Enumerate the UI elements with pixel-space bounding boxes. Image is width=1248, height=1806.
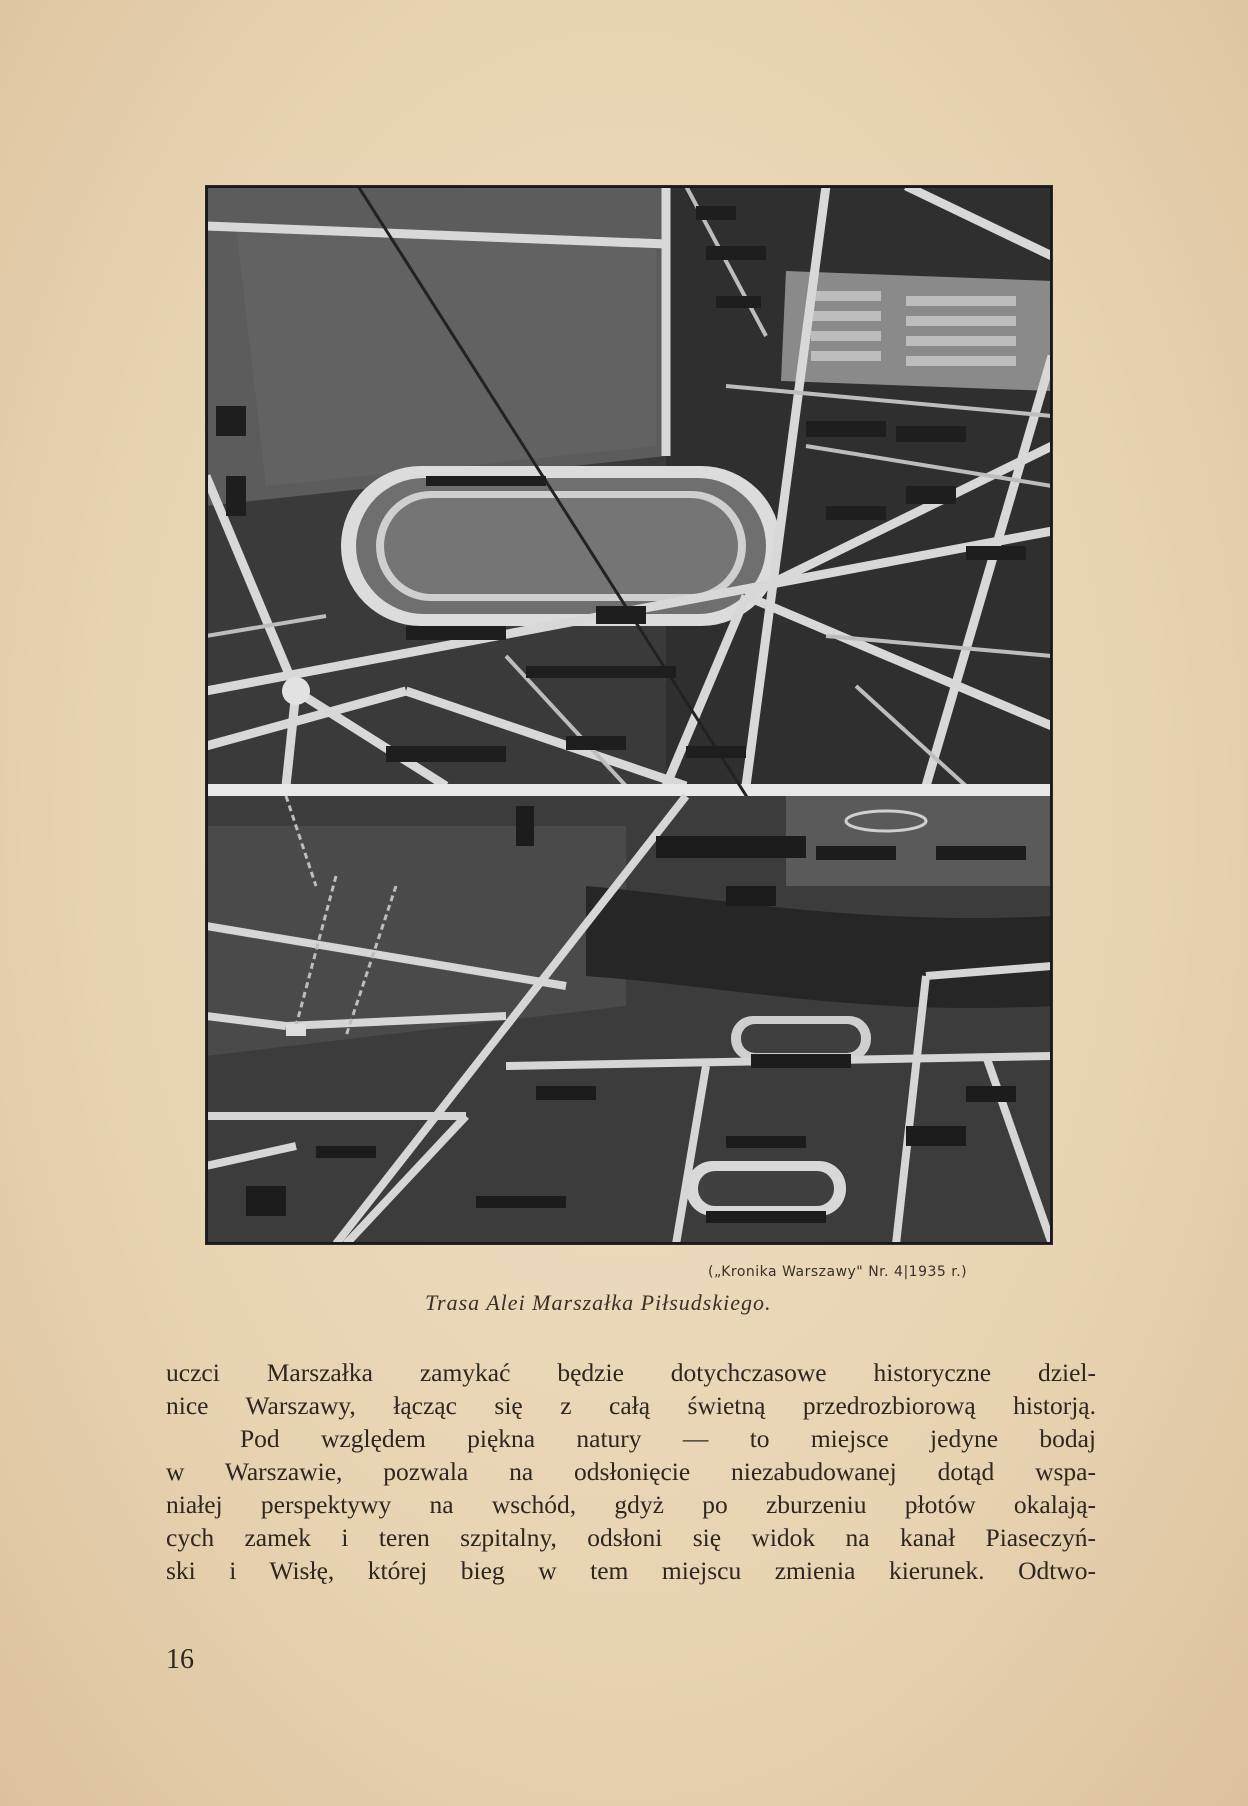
aerial-photo-illustration (206, 186, 1052, 1244)
body-text (166, 1356, 1096, 1587)
photo-credit: („Kronika Warszawy" Nr. 4|1935 r.) (708, 1264, 968, 1280)
text-line: nice Warszawy, łącząc się z całą świetną przedrozbiorową historją. (166, 1391, 1096, 1420)
text-line: ski i Wisłę, której bieg w tem miejscu zmienia kierunek. Odtwo- (166, 1556, 1096, 1585)
text-line: niałej perspektywy na wschód, gdyż po zburzeniu płotów okalają- (166, 1490, 1096, 1519)
text-line: w Warszawie, pozwala na odsłonięcie niezabudowanej dotąd wspa- (166, 1457, 1096, 1486)
figure-caption: Trasa Alei Marszałka Piłsudskiego. (425, 1290, 772, 1315)
aerial-city-model-photo (206, 186, 1052, 1244)
text-line: uczci Marszałka zamykać będzie dotychczasowe historyczne dziel- (166, 1358, 1096, 1387)
text-line: cych zamek i teren szpitalny, odsłoni się widok na kanał Piaseczyń- (166, 1523, 1096, 1552)
page-number: 16 (166, 1644, 194, 1675)
text-line: Pod względem piękna natury — to miejsce jedyne bodaj (240, 1424, 1096, 1453)
